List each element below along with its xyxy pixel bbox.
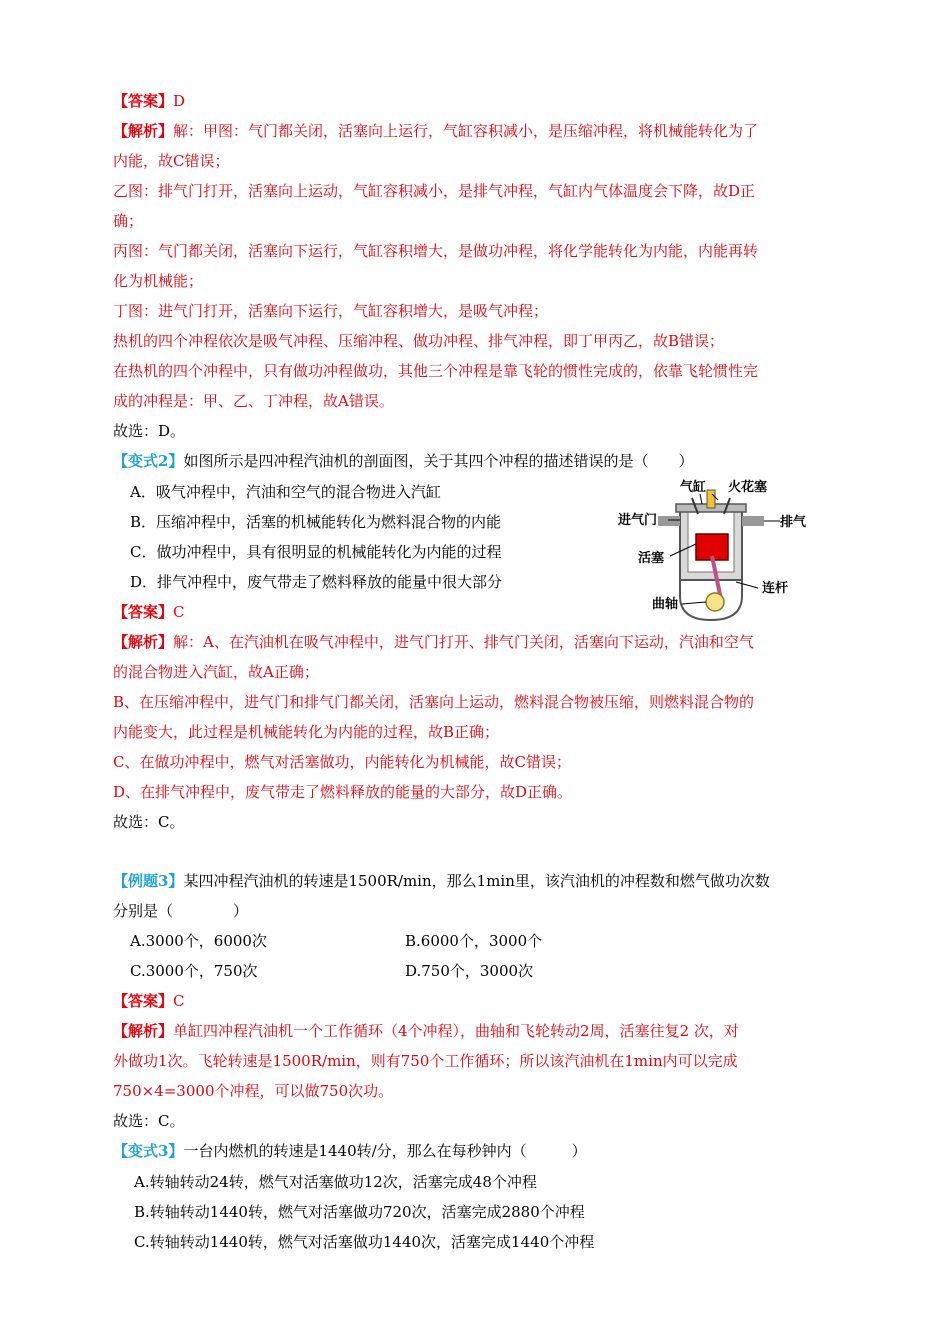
conclusion: 故选：D。 xyxy=(113,422,186,440)
engine-cross-section-diagram xyxy=(618,478,818,623)
conclusion: 故选：C。 xyxy=(113,1112,185,1130)
label-spark-plug: 火花塞 xyxy=(728,480,768,495)
analysis-text: 内能，故C错误； xyxy=(113,152,230,170)
option-c: C.转轴转动1440转，燃气对活塞做功1440次，活塞完成1440个冲程 xyxy=(134,1233,595,1251)
option-d: D．排气冲程中，废气带走了燃料释放的能量中很大部分 xyxy=(130,573,503,591)
label-exhaust: 排气 xyxy=(780,515,807,530)
variant3-question: 一台内燃机的转速是1440转/分，那么在每秒钟内（ ） xyxy=(183,1142,587,1160)
analysis-tag: 【解析】 xyxy=(113,633,174,651)
analysis-line xyxy=(113,1021,739,1041)
analysis-text: 化为机械能； xyxy=(113,272,204,290)
spark-plug-icon xyxy=(707,490,715,508)
analysis-text: C、在做功冲程中，燃气对活塞做功，内能转化为机械能，故C错误； xyxy=(113,753,571,771)
exhaust-port xyxy=(742,516,764,526)
example3-tag: 【例题3】 xyxy=(113,872,184,890)
variant3-question-line xyxy=(113,1141,587,1161)
analysis-text: 解：A、在汽油机在吸气冲程中，进气门打开、排气门关闭，活塞向下运动，汽油和空气 xyxy=(173,633,754,651)
answer-tag: 【答案】 xyxy=(113,603,174,621)
label-cylinder: 气缸 xyxy=(680,480,707,495)
answer-line xyxy=(113,91,185,111)
analysis-text: 内能变大，此过程是机械能转化为内能的过程，故B正确； xyxy=(113,723,500,741)
option-c: C．做功冲程中，具有很明显的机械能转化为内能的过程 xyxy=(130,543,502,561)
analysis-tag: 【解析】 xyxy=(113,1022,174,1040)
analysis-text: 单缸四冲程汽油机一个工作循环（4个冲程），曲轴和飞轮转动2周，活塞往复2 次，对 xyxy=(173,1022,739,1040)
answer-value: C xyxy=(173,992,185,1010)
variant2-question-line xyxy=(113,451,693,471)
label-intake: 进气门 xyxy=(618,513,658,528)
analysis-text: 乙图：排气门打开，活塞向上运动，气缸容积减小，是排气冲程，气缸内气体温度会下降，故D正 xyxy=(113,182,756,200)
answer-line xyxy=(113,991,185,1011)
analysis-text: 成的冲程是：甲、乙、丁冲程，故A错误。 xyxy=(113,392,394,410)
analysis-text: 的混合物进入汽缸，故A正确； xyxy=(113,663,319,681)
analysis-tag: 【解析】 xyxy=(113,122,174,140)
analysis-text: 热机的四个冲程依次是吸气冲程、压缩冲程、做功冲程、排气冲程，即丁甲丙乙，故B错误； xyxy=(113,332,725,350)
analysis-text: 确； xyxy=(113,212,144,230)
option-b: B．压缩冲程中，活塞的机械能转化为燃料混合物的内能 xyxy=(130,513,502,531)
analysis-text: D、在排气冲程中，废气带走了燃料释放的能量的大部分，故D正确。 xyxy=(113,783,573,801)
option-a: A.3000个，6000次 xyxy=(130,932,267,950)
analysis-text: 丁图：进气门打开，活塞向下运行，气缸容积增大，是吸气冲程； xyxy=(113,302,549,320)
option-c: C.3000个，750次 xyxy=(130,962,258,980)
example3-question: 某四冲程汽油机的转速是1500R/min，那么1min里，该汽油机的冲程数和燃气做功次数 xyxy=(183,872,770,890)
option-d: D.750个，3000次 xyxy=(405,962,534,980)
analysis-text: 外做功1次。飞轮转速是1500R/min，则有750个工作循环；所以该汽油机在1min内可以完成 xyxy=(113,1052,738,1070)
analysis-text: 丙图：气门都关闭，活塞向下运行，气缸容积增大，是做功冲程，将化学能转化为内能，内能再转 xyxy=(113,242,759,260)
label-rod: 连杆 xyxy=(762,581,789,596)
analysis-line xyxy=(113,121,758,141)
analysis-text: 750×4=3000个冲程，可以做750次功。 xyxy=(113,1082,394,1100)
analysis-text: 在热机的四个冲程中，只有做功冲程做功，其他三个冲程是靠飞轮的惯性完成的，依靠飞轮惯性完 xyxy=(113,362,759,380)
intake-port xyxy=(658,516,680,526)
analysis-text: B、在压缩冲程中，进气门和排气门都关闭，活塞向上运动，燃料混合物被压缩，则燃料混合物的 xyxy=(113,693,755,711)
crankshaft-icon xyxy=(706,593,724,611)
analysis-line xyxy=(113,632,754,652)
example3-question-line xyxy=(113,871,770,891)
option-a: A．吸气冲程中，汽油和空气的混合物进入汽缸 xyxy=(130,483,441,501)
option-b: B.转轴转动1440转，燃气对活塞做功720次，活塞完成2880个冲程 xyxy=(134,1203,585,1221)
conclusion: 故选：C。 xyxy=(113,813,185,831)
option-b: B.6000个，3000个 xyxy=(405,932,543,950)
answer-tag: 【答案】 xyxy=(113,92,174,110)
label-crank: 曲轴 xyxy=(652,597,679,612)
example3-question-cont: 分别是（ ） xyxy=(113,902,249,920)
answer-value: C xyxy=(173,603,185,621)
variant2-tag: 【变式2】 xyxy=(113,452,184,470)
variant2-question: 如图所示是四冲程汽油机的剖面图，关于其四个冲程的描述错误的是（ ） xyxy=(183,452,694,470)
label-piston: 活塞 xyxy=(638,551,665,566)
answer-line xyxy=(113,602,185,622)
answer-tag: 【答案】 xyxy=(113,992,174,1010)
answer-value: D xyxy=(173,92,186,110)
variant3-tag: 【变式3】 xyxy=(113,1142,184,1160)
analysis-text: 解：甲图：气门都关闭，活塞向上运行，气缸容积减小，是压缩冲程，将机械能转化为了 xyxy=(173,122,759,140)
option-a: A.转轴转动24转，燃气对活塞做功12次，活塞完成48个冲程 xyxy=(134,1173,537,1191)
